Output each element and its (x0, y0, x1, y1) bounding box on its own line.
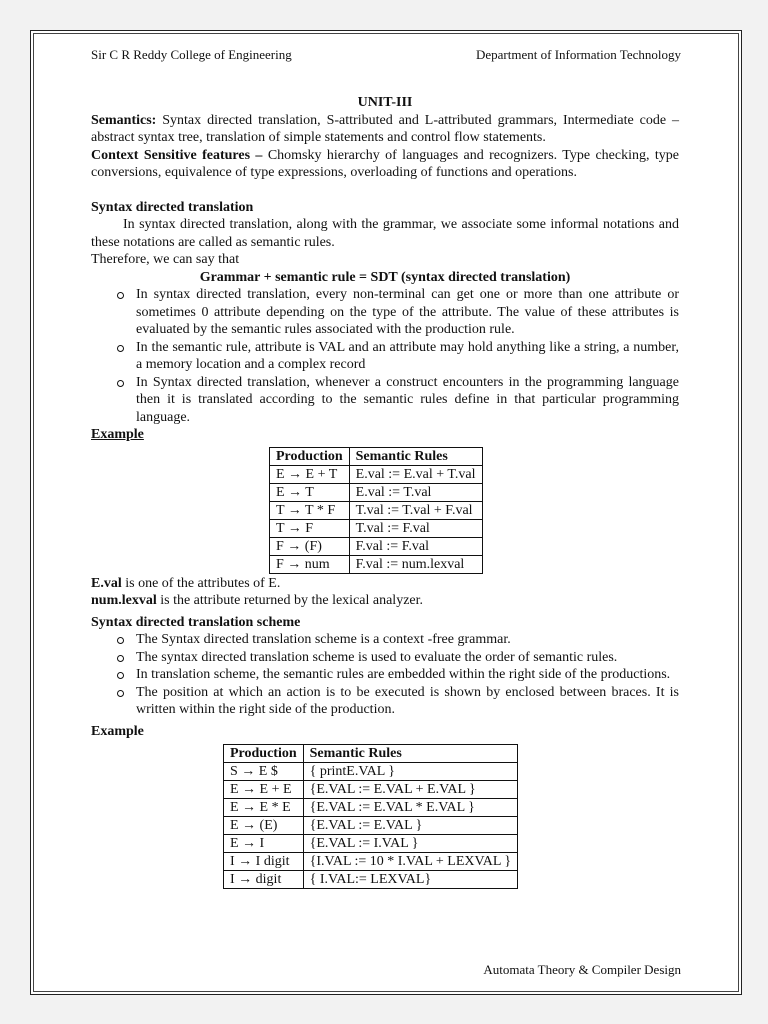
scheme-heading: Syntax directed translation scheme (91, 614, 301, 630)
numlex-label: num.lexval (91, 593, 157, 608)
production-cell: I → digit (224, 871, 304, 889)
table-row (270, 519, 483, 537)
rule-cell: {E.VAL := I.VAL } (303, 835, 518, 853)
rule-cell: {E.VAL := E.VAL * E.VAL } (303, 799, 518, 817)
example1-table (269, 447, 483, 574)
table-header-cell: Semantic Rules (303, 745, 518, 763)
rule-cell: E.val := T.val (349, 483, 482, 501)
table-header-cell: Semantic Rules (349, 447, 482, 465)
rule-cell: {E.VAL := E.VAL + E.VAL } (303, 781, 518, 799)
table-header-cell: Production (224, 745, 304, 763)
semantics-paragraph (91, 112, 679, 147)
list-item: The Syntax directed translation scheme is a context -free grammar. (136, 631, 679, 649)
eval-label: E.val (91, 575, 122, 591)
example2-table (223, 744, 518, 889)
table-row (224, 781, 518, 799)
rule-cell: {E.VAL := E.VAL } (303, 817, 518, 835)
example2-label: Example (91, 723, 144, 739)
production-cell: S → E $ (224, 763, 304, 781)
production-cell: E → T (270, 483, 350, 501)
sdt-heading: Syntax directed translation (91, 199, 254, 215)
table-row (224, 799, 518, 817)
table-row (270, 465, 483, 483)
unit-title: UNIT-III (357, 95, 413, 110)
rule-cell: E.val := E.val + T.val (349, 465, 482, 483)
production-cell: F → (F) (270, 537, 350, 555)
production-cell: E → E + E (224, 781, 304, 799)
list-item: In Syntax directed translation, whenever a construct encounters in the programming language then it is translated according to the semantic rules define in that particular programming language. (136, 374, 679, 425)
rule-cell: F.val := num.lexval (349, 555, 482, 573)
csf-paragraph (91, 147, 679, 182)
table-header-row (224, 745, 518, 763)
list-item: In syntax directed translation, every non-terminal can get one or more than one attribute or sometimes 0 attribute depending on the type of the attribute. The value of these attributes is evaluated by the semantic rules associated with the production rule. (136, 287, 679, 337)
table-header-cell: Production (270, 447, 350, 465)
rule-cell: { printE.VAL } (303, 763, 518, 781)
eval-note (91, 575, 679, 593)
list-item: The position at which an action is to be executed is shown by enclosed between braces. It is written within the right side of the production. (136, 684, 679, 717)
list-item: In translation scheme, the semantic rules are embedded within the right side of the productions. (136, 666, 679, 684)
rule-cell: { I.VAL:= LEXVAL} (303, 871, 518, 889)
table-row (224, 763, 518, 781)
list-item: In the semantic rule, attribute is VAL and an attribute may hold anything like a string, a number, a memory location and a complex record (136, 339, 679, 372)
scheme-bullet-list (91, 631, 679, 719)
production-cell: E → E + T (270, 465, 350, 483)
document-page (30, 30, 742, 995)
production-cell: T → F (270, 519, 350, 537)
production-cell: E → I (224, 835, 304, 853)
sdt-para1: In syntax directed translation, along with the grammar, we associate some informal notations and these notations are called as semantic rules. (91, 217, 679, 250)
csf-text: Chomsky hierarchy of languages and recognizers. Type checking, type conversions, equivalence of type expressions, overloading of functions and operations. (91, 147, 679, 180)
semantics-text: Syntax directed translation, S-attributed and L-attributed grammars, Intermediate code – abstract syntax tree, translation of simple statements and control flow statements. (91, 112, 679, 145)
sdt-para2: Therefore, we can say that (91, 252, 240, 267)
rule-cell: {I.VAL := 10 * I.VAL + LEXVAL } (303, 853, 518, 871)
table-row (224, 853, 518, 871)
production-cell: E → (E) (224, 817, 304, 835)
semantics-label: Semantics: (91, 112, 157, 128)
table-row (224, 835, 518, 853)
page-content (91, 94, 679, 889)
page-header (91, 47, 681, 63)
rule-cell: T.val := T.val + F.val (349, 501, 482, 519)
table-row (270, 501, 483, 519)
header-department: Department of Information Technology (476, 47, 681, 62)
list-item: The syntax directed translation scheme is used to evaluate the order of semantic rules. (136, 649, 679, 667)
table-row (270, 483, 483, 501)
sdt-formula: Grammar + semantic rule = SDT (syntax directed translation) (199, 269, 571, 285)
table-header-row (270, 447, 483, 465)
numlex-note (91, 592, 679, 610)
production-cell: T → T * F (270, 501, 350, 519)
table-row (270, 555, 483, 573)
rule-cell: F.val := F.val (349, 537, 482, 555)
production-cell: F → num (270, 555, 350, 573)
production-cell: E → E * E (224, 799, 304, 817)
table-row (224, 871, 518, 889)
sdt-bullet-list (91, 286, 679, 426)
rule-cell: T.val := F.val (349, 519, 482, 537)
header-college: Sir C R Reddy College of Engineering (91, 47, 292, 62)
table-row (270, 537, 483, 555)
table-row (224, 817, 518, 835)
numlex-text: is the attribute returned by the lexical analyzer. (156, 593, 424, 608)
example1-label: Example (91, 427, 144, 442)
production-cell: I → I digit (224, 853, 304, 871)
csf-label: Context Sensitive features – (91, 147, 263, 163)
eval-text: is one of the attributes of E. (121, 575, 281, 591)
page-footer: Automata Theory & Compiler Design (483, 962, 681, 977)
